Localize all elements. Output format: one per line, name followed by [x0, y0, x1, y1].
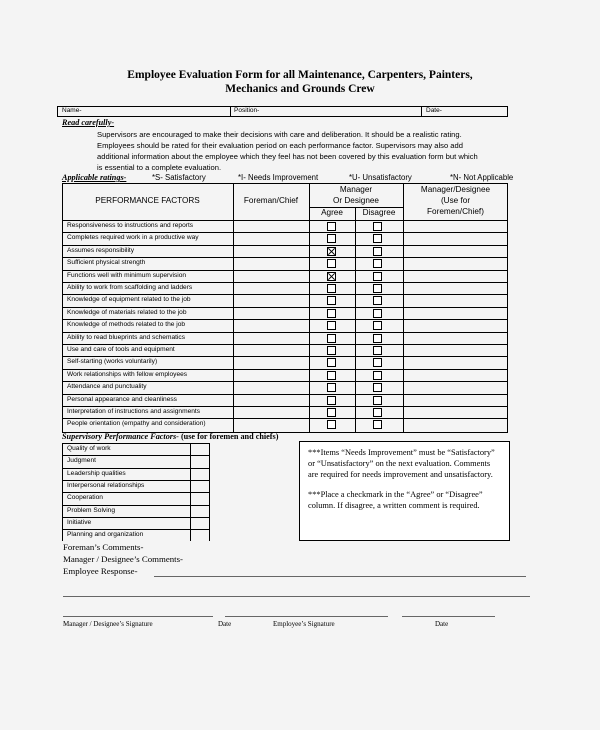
instructions-paragraph [97, 129, 557, 173]
disagree-checkbox[interactable] [373, 272, 382, 281]
sup-row-divider [62, 468, 210, 469]
rating-not-applicable: *N- Not Applicable [450, 173, 514, 182]
factor-row-label: Completes required work in a productive way [67, 234, 199, 242]
form-title-line-2: Mechanics and Grounds Crew [225, 83, 375, 95]
applicable-ratings-label: Applicable ratings- [62, 173, 127, 182]
supervisory-rating-cell[interactable] [191, 517, 209, 529]
supervisory-rating-cell[interactable] [191, 480, 209, 492]
row-divider [62, 257, 508, 258]
agree-checkbox[interactable] [327, 358, 336, 367]
supervisory-rating-cell[interactable] [191, 468, 209, 480]
row-divider [62, 245, 508, 246]
date-caption-1: Date [218, 620, 232, 628]
supervisory-row-label: Judgment [67, 457, 96, 465]
row-divider [62, 394, 508, 395]
agree-checkbox[interactable] [327, 259, 336, 268]
disagree-checkbox[interactable] [373, 396, 382, 405]
agree-checkbox[interactable] [327, 284, 336, 293]
row-divider [62, 356, 508, 357]
row-divider [62, 332, 508, 333]
employee-response-line[interactable] [154, 576, 526, 577]
disagree-checkbox[interactable] [373, 309, 382, 318]
comment-line[interactable] [63, 596, 530, 597]
supervisory-rating-cell[interactable] [191, 529, 209, 541]
disagree-checkbox[interactable] [373, 247, 382, 256]
agree-checkbox[interactable] [327, 234, 336, 243]
factor-row-label: Responsiveness to instructions and reports [67, 222, 194, 229]
disagree-checkbox[interactable] [373, 383, 382, 392]
row-divider [62, 294, 508, 295]
supervisory-heading-wrap [62, 432, 278, 442]
instructions-line: Supervisors are encouraged to make their decisions with care and deliberation. It should be a realistic rating. [97, 130, 462, 139]
row-divider [62, 406, 508, 407]
rating-satisfactory: *S- Satisfactory [152, 173, 206, 182]
date-line[interactable] [402, 616, 495, 617]
supervisory-row-label: Initiative [67, 518, 92, 526]
disagree-checkbox[interactable] [373, 408, 382, 417]
factor-row-label: Functions well with minimum supervision [67, 271, 187, 279]
supervisory-rating-cell[interactable] [191, 455, 209, 467]
agree-checkbox[interactable] [327, 346, 336, 355]
factor-row-label: People orientation (empathy and consideration) [67, 420, 206, 428]
supervisory-row-label: Quality of work [67, 445, 111, 452]
instructions-line: additional information about the employee which they feel has not been covered by this evaluation form but which [97, 152, 478, 161]
factor-row-label: Self-starting (works voluntarily) [67, 358, 158, 366]
sup-row-divider [62, 492, 210, 493]
column-header-agree: Agree [321, 208, 343, 217]
row-divider [62, 344, 508, 345]
disagree-checkbox[interactable] [373, 346, 382, 355]
read-carefully-heading: Read carefully- [62, 118, 115, 127]
agree-checkbox[interactable] [327, 321, 336, 330]
agree-checkbox[interactable] [327, 371, 336, 380]
sup-row-divider [62, 529, 210, 530]
position-field-label[interactable]: Position- [234, 107, 260, 114]
factor-row-label: Ability to work from scaffolding and ladders [67, 284, 193, 291]
supervisory-row-label: Leadership qualities [67, 469, 126, 477]
factor-row-label: Assumes responsibility [67, 246, 135, 254]
supervisory-rating-cell[interactable] [191, 505, 209, 517]
foreman-comments-label[interactable]: Foreman’s Comments- [63, 542, 144, 552]
factor-row-label: Knowledge of materials related to the job [67, 308, 187, 316]
row-divider [62, 369, 508, 370]
factor-row-label: Work relationships with fellow employees [67, 370, 188, 378]
agree-checkbox[interactable] [327, 247, 336, 256]
factor-row-label: Interpretation of instructions and assignments [67, 408, 201, 415]
factor-row-label: Attendance and punctuality [67, 383, 147, 391]
supervisory-rating-cell[interactable] [191, 492, 209, 504]
factor-row-label: Use and care of tools and equipment [67, 346, 175, 353]
manager-comments-label[interactable]: Manager / Designee’s Comments- [63, 554, 183, 564]
name-field-label[interactable]: Name- [62, 107, 82, 114]
agree-checkbox[interactable] [327, 420, 336, 429]
disagree-checkbox[interactable] [373, 259, 382, 268]
date-caption-2: Date [435, 620, 449, 628]
manager-signature-line[interactable] [63, 616, 213, 617]
row-divider [62, 307, 508, 308]
date-field-label[interactable]: Date- [426, 107, 442, 114]
instructions-note-box [299, 441, 510, 541]
factor-row-label: Knowledge of methods related to the job [67, 321, 186, 329]
disagree-checkbox[interactable] [373, 371, 382, 380]
disagree-checkbox[interactable] [373, 334, 382, 343]
agree-checkbox[interactable] [327, 383, 336, 392]
agree-checkbox[interactable] [327, 309, 336, 318]
column-header-performance-factors: PERFORMANCE FACTORS [95, 196, 200, 205]
manager-header-line: Or Designee [333, 196, 379, 205]
factor-row-label: Sufficient physical strength [67, 259, 146, 267]
rating-needs-improvement: *I- Needs Improvement [238, 173, 319, 182]
agree-checkbox[interactable] [327, 334, 336, 343]
instructions-line: Employees should be rated for their evaluation period on each performance factor. Supervisors may also add [97, 141, 463, 150]
row-divider [62, 232, 508, 233]
factor-row-label: Ability to read blueprints and schematics [67, 333, 186, 341]
sup-row-divider [62, 480, 210, 481]
supervisory-row-label: Cooperation [67, 494, 103, 502]
sup-row-divider [62, 505, 210, 506]
row-divider [62, 282, 508, 283]
form-title-line-1: Employee Evaluation Form for all Maintenance, Carpenters, Painters, [127, 69, 473, 81]
column-header-manager [309, 184, 403, 206]
disagree-checkbox[interactable] [373, 358, 382, 367]
sup-row-divider [62, 455, 210, 456]
instructions-line: is essential to a complete evaluation. [97, 163, 222, 172]
factor-row-label: Personal appearance and cleanliness [67, 395, 177, 403]
factor-row-label: Knowledge of equipment related to the job [67, 296, 191, 304]
supervisory-row-label: Interpersonal relationships [67, 481, 145, 489]
designee-header-line: Foremen/Chief) [427, 207, 484, 216]
designee-header-line: Manager/Designee [420, 185, 491, 194]
supervisory-row-label: Problem Solving [67, 506, 116, 514]
designee-header-line: (Use for [440, 196, 471, 205]
column-header-manager-designee [403, 184, 508, 217]
manager-header-line: Manager [339, 185, 373, 194]
agree-checkbox[interactable] [327, 396, 336, 405]
disagree-checkbox[interactable] [373, 296, 382, 305]
agree-checkbox[interactable] [327, 272, 336, 281]
note-improvement: ***Items “Needs Improvement” must be “Satisfactory” or “Unsatisfactory” on the next evaluation. Comments are required for needs improvement and unsatisfactory. [308, 448, 495, 479]
disagree-checkbox[interactable] [373, 284, 382, 293]
disagree-checkbox[interactable] [373, 420, 382, 429]
disagree-checkbox[interactable] [373, 321, 382, 330]
supervisory-heading: Supervisory Performance Factors- [62, 432, 179, 441]
row-divider [62, 418, 508, 419]
row-divider [62, 270, 508, 271]
row-divider [62, 319, 508, 320]
supervisory-rating-cell[interactable] [191, 443, 209, 455]
disagree-checkbox[interactable] [373, 222, 382, 231]
disagree-checkbox[interactable] [373, 234, 382, 243]
employee-signature-line[interactable] [225, 616, 388, 617]
sup-row-divider [62, 517, 210, 518]
agree-checkbox[interactable] [327, 408, 336, 417]
note-checkmark: ***Place a checkmark in the “Agree” or “Disagree” column. If disagree, a written comment is required. [308, 490, 483, 510]
supervisory-row-label: Planning and organization [67, 531, 144, 539]
rating-unsatisfactory: *U- Unsatisfactory [349, 173, 412, 182]
column-header-disagree: Disagree [362, 208, 396, 217]
supervisory-heading-suffix: (use for foremen and chiefs) [178, 432, 279, 441]
row-divider [62, 381, 508, 382]
agree-checkbox[interactable] [327, 222, 336, 231]
employee-response-label[interactable]: Employee Response- [63, 566, 138, 576]
agree-checkbox[interactable] [327, 296, 336, 305]
manager-signature-caption: Manager / Designee’s Signature [63, 620, 153, 628]
employee-signature-caption: Employee’s Signature [273, 620, 335, 628]
column-header-foreman-chief: Foreman/Chief [243, 196, 299, 205]
